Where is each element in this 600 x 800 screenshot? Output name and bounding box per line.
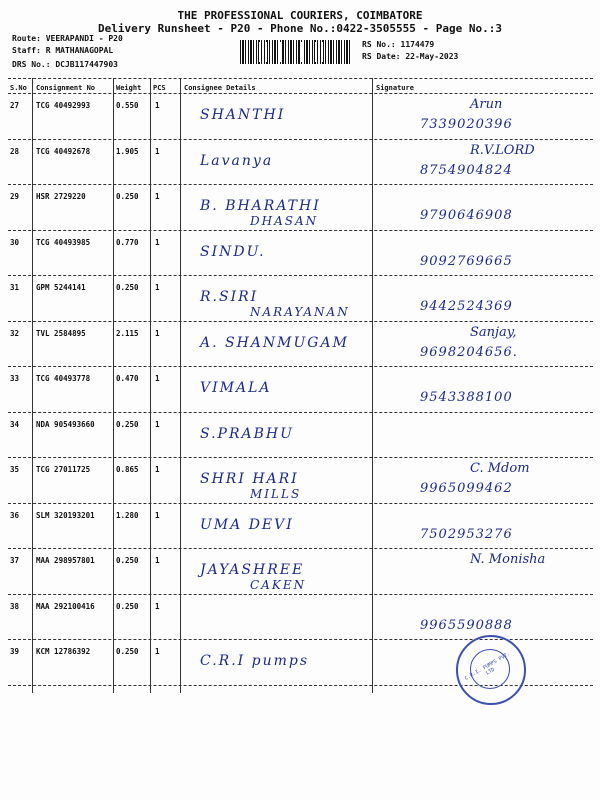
weight-value: 0.470 [116, 374, 139, 383]
handwritten-signature: C. Mdom [470, 461, 530, 476]
route-label: Route: VEERAPANDI - P20 [12, 34, 123, 43]
table-top-rule [8, 78, 593, 79]
weight-value: 0.250 [116, 420, 139, 429]
serial-number: 33 [10, 374, 20, 383]
column-divider [372, 78, 373, 693]
consignee-name: SHRI HARI [200, 471, 299, 487]
consignee-name: UMA DEVI [200, 517, 294, 533]
handwritten-signature: N. Monisha [470, 552, 546, 567]
pieces-count: 1 [155, 420, 160, 429]
pieces-count: 1 [155, 101, 160, 110]
pieces-count: 1 [155, 647, 160, 656]
weight-value: 0.250 [116, 556, 139, 565]
row-divider [8, 275, 593, 276]
consignment-number: HSR 2729220 [36, 192, 86, 201]
weight-value: 0.250 [116, 192, 139, 201]
consignment-number: KCM 12786392 [36, 647, 91, 656]
pieces-count: 1 [155, 283, 160, 292]
col-header-weight: Weight [116, 84, 142, 92]
consignee-name-line2: NARAYANAN [250, 305, 350, 319]
column-divider [180, 78, 181, 693]
consignee-name: SINDU. [200, 244, 266, 260]
receiver-phone: 9790646908 [420, 208, 513, 223]
serial-number: 29 [10, 192, 20, 201]
table-header-rule [8, 93, 593, 94]
receiver-phone: 9543388100 [420, 390, 513, 405]
row-divider [8, 412, 593, 413]
receiver-phone: 9442524369 [420, 299, 513, 314]
col-header-pcs: PCS [153, 84, 166, 92]
consignment-number: MAA 292100416 [36, 602, 95, 611]
weight-value: 0.250 [116, 647, 139, 656]
serial-number: 32 [10, 329, 20, 338]
consignee-name: SHANTHI [200, 107, 286, 123]
serial-number: 30 [10, 238, 20, 247]
consignee-name-line2: CAKEN [250, 578, 307, 592]
receiver-phone: 9698204656. [420, 345, 518, 360]
rs-date-label: RS Date: 22-May-2023 [362, 52, 459, 61]
receiver-phone: 7339020396 [420, 117, 513, 132]
serial-number: 39 [10, 647, 20, 656]
consignment-number: TCG 40493985 [36, 238, 91, 247]
row-divider [8, 230, 593, 231]
pieces-count: 1 [155, 374, 160, 383]
barcode-gaps [256, 42, 336, 62]
receiver-phone: 9965590888 [420, 618, 513, 633]
row-divider [8, 139, 593, 140]
company-title: THE PROFESSIONAL COURIERS, COIMBATORE [177, 9, 423, 22]
rs-no-label: RS No.: 1174479 [362, 40, 435, 49]
weight-value: 0.550 [116, 101, 139, 110]
weight-value: 0.250 [116, 283, 139, 292]
consignee-name: B. BHARATHI [200, 198, 321, 214]
weight-value: 1.905 [116, 147, 139, 156]
consignment-number: NDA 905493660 [36, 420, 95, 429]
consignment-number: TCG 40492678 [36, 147, 91, 156]
row-divider [8, 184, 593, 185]
row-divider [8, 366, 593, 367]
col-header-consignment: Consignment No [36, 84, 96, 92]
pieces-count: 1 [155, 238, 160, 247]
consignment-number: SLM 320193201 [36, 511, 95, 520]
receiver-phone: 7502953276 [420, 527, 513, 542]
consignment-number: TCG 40492993 [36, 101, 91, 110]
pieces-count: 1 [155, 147, 160, 156]
consignee-name: JAYASHREE [200, 562, 305, 578]
seal-text: C.R.I. PUMPS PVT. LTD [463, 651, 512, 682]
serial-number: 38 [10, 602, 20, 611]
column-divider [32, 78, 33, 693]
weight-value: 0.250 [116, 602, 139, 611]
col-header-signature: Signature [376, 84, 414, 92]
consignment-number: TVL 2584895 [36, 329, 86, 338]
column-divider [150, 78, 151, 693]
pieces-count: 1 [155, 602, 160, 611]
row-divider [8, 321, 593, 322]
receiver-phone: 8754904824 [420, 163, 513, 178]
drs-label: DRS No.: DCJB117447903 [12, 60, 118, 69]
pieces-count: 1 [155, 465, 160, 474]
serial-number: 36 [10, 511, 20, 520]
consignee-name-line2: MILLS [250, 487, 302, 501]
pieces-count: 1 [155, 192, 160, 201]
row-divider [8, 503, 593, 504]
col-header-consignee: Consignee Details [184, 84, 256, 92]
runsheet-subtitle: Delivery Runsheet - P20 - Phone No.:0422-3505555 - Page No.:3 [98, 22, 502, 35]
weight-value: 0.865 [116, 465, 139, 474]
pieces-count: 1 [155, 556, 160, 565]
consignee-name-line2: DHASAN [250, 214, 319, 228]
pieces-count: 1 [155, 329, 160, 338]
consignment-number: MAA 298957801 [36, 556, 95, 565]
column-divider [113, 78, 114, 693]
serial-number: 31 [10, 283, 20, 292]
handwritten-signature: Arun [470, 97, 503, 112]
row-divider [8, 457, 593, 458]
consignment-number: TCG 27011725 [36, 465, 91, 474]
serial-number: 35 [10, 465, 20, 474]
serial-number: 37 [10, 556, 20, 565]
receiver-phone: 9092769665 [420, 254, 513, 269]
consignee-name: C.R.I pumps [200, 653, 310, 669]
handwritten-signature: R.V.LORD [470, 143, 535, 158]
row-divider [8, 548, 593, 549]
staff-label: Staff: R MATHANAGOPAL [12, 46, 114, 55]
consignee-name: VIMALA [200, 380, 272, 396]
consignment-number: GPM 5244141 [36, 283, 86, 292]
consignee-name: R.SIRI [200, 289, 259, 305]
col-header-sno: S.No [10, 84, 27, 92]
serial-number: 27 [10, 101, 20, 110]
weight-value: 0.770 [116, 238, 139, 247]
consignee-name: A. SHANMUGAM [200, 335, 349, 351]
serial-number: 28 [10, 147, 20, 156]
consignee-name: S.PRABHU [200, 426, 294, 442]
handwritten-signature: Sanjay, [470, 325, 517, 340]
serial-number: 34 [10, 420, 20, 429]
weight-value: 2.115 [116, 329, 139, 338]
consignee-name: Lavanya [200, 153, 274, 169]
consignment-number: TCG 40493778 [36, 374, 91, 383]
pieces-count: 1 [155, 511, 160, 520]
receiver-phone: 9965099462 [420, 481, 513, 496]
row-divider [8, 594, 593, 595]
weight-value: 1.280 [116, 511, 139, 520]
